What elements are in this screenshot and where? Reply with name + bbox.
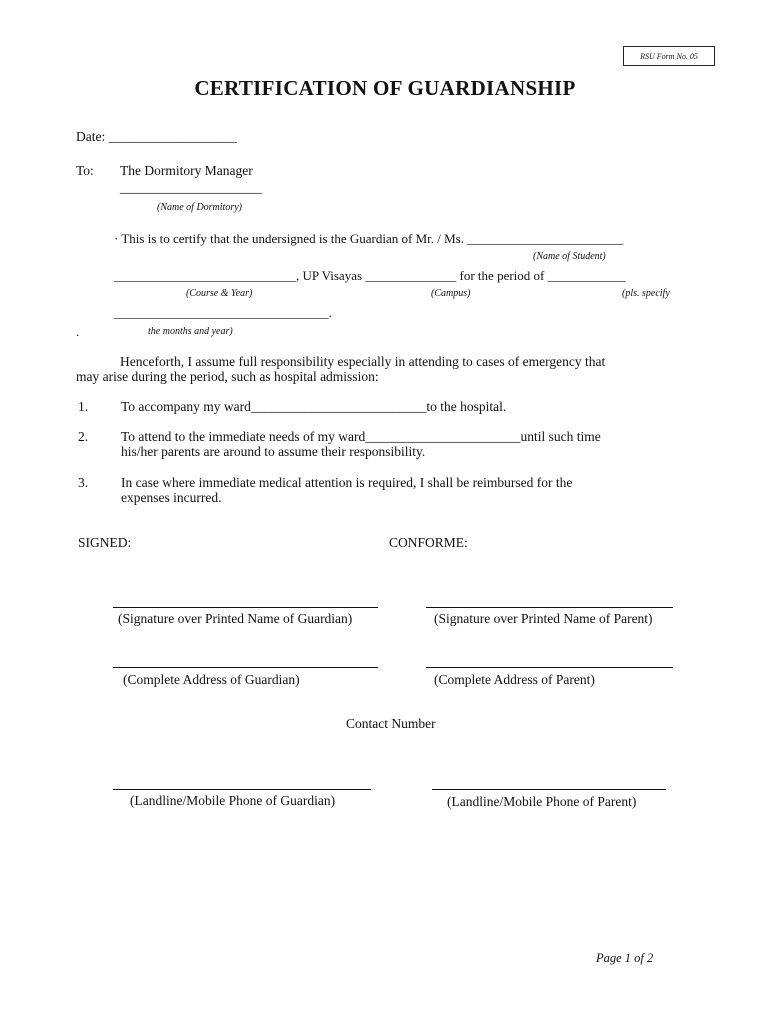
date-field: Date: ___________________: [76, 129, 237, 144]
dormitory-caption: (Name of Dormitory): [157, 202, 242, 213]
parent-signature-caption: (Signature over Printed Name of Parent): [434, 611, 653, 626]
campus-caption: (Campus): [431, 288, 471, 299]
parent-address-line: [426, 667, 673, 668]
contact-number-heading: Contact Number: [346, 716, 436, 731]
parent-phone-caption: (Landline/Mobile Phone of Parent): [447, 794, 637, 809]
student-name-caption: (Name of Student): [533, 251, 606, 262]
guardian-phone-line: [113, 789, 371, 790]
guardian-address-line: [113, 667, 378, 668]
course-campus-period-line: ____________________________, UP Visayas ______________ for the period of ____________: [114, 268, 626, 283]
guardian-signature-caption: (Signature over Printed Name of Guardian): [118, 611, 353, 626]
list-item-number: 3.: [78, 475, 89, 490]
form-number: RSU Form No. 05: [640, 51, 698, 61]
course-caption: (Course & Year): [186, 288, 253, 299]
guardian-signature-line: [113, 607, 378, 608]
signed-label: SIGNED:: [78, 535, 132, 550]
dormitory-blank: _____________________: [120, 180, 262, 195]
list-item-text: To attend to the immediate needs of my ward_______________________until such time: [121, 429, 601, 444]
list-item-text: In case where immediate medical attention is required, I shall be reimbursed for the: [121, 475, 573, 490]
months-caption: the months and year): [148, 326, 233, 337]
page-title: CERTIFICATION OF GUARDIANSHIP: [194, 76, 576, 100]
guardian-phone-caption: (Landline/Mobile Phone of Guardian): [130, 793, 336, 808]
parent-signature-line: [426, 607, 673, 608]
list-item-text: To accompany my ward__________________________to the hospital.: [121, 399, 507, 414]
list-item-number: 2.: [78, 429, 89, 444]
guardian-address-caption: (Complete Address of Guardian): [123, 672, 300, 687]
months-blank: _________________________________.: [114, 305, 332, 320]
conforme-label: CONFORME:: [389, 535, 468, 550]
page-number: Page 1 of 2: [596, 951, 654, 965]
parent-phone-line: [432, 789, 666, 790]
parent-address-caption: (Complete Address of Parent): [434, 672, 595, 687]
responsibility-paragraph-line1: Henceforth, I assume full responsibility especially in attending to cases of emergency that: [120, 354, 606, 369]
specify-caption: (pls. specify: [622, 288, 670, 299]
responsibility-paragraph-line2: may arise during the period, such as hospital admission:: [76, 369, 379, 384]
to-label: To:: [76, 163, 94, 178]
certify-statement: · This is to certify that the undersigned is the Guardian of Mr. / Ms. ________________________: [114, 231, 624, 246]
dot-mark: .: [76, 324, 80, 339]
addressee: The Dormitory Manager: [120, 163, 253, 178]
list-item-number: 1.: [78, 399, 89, 414]
form-number-box: [623, 46, 715, 66]
list-item-text-cont: his/her parents are around to assume their responsibility.: [121, 444, 426, 459]
list-item-text-cont: expenses incurred.: [121, 490, 222, 505]
